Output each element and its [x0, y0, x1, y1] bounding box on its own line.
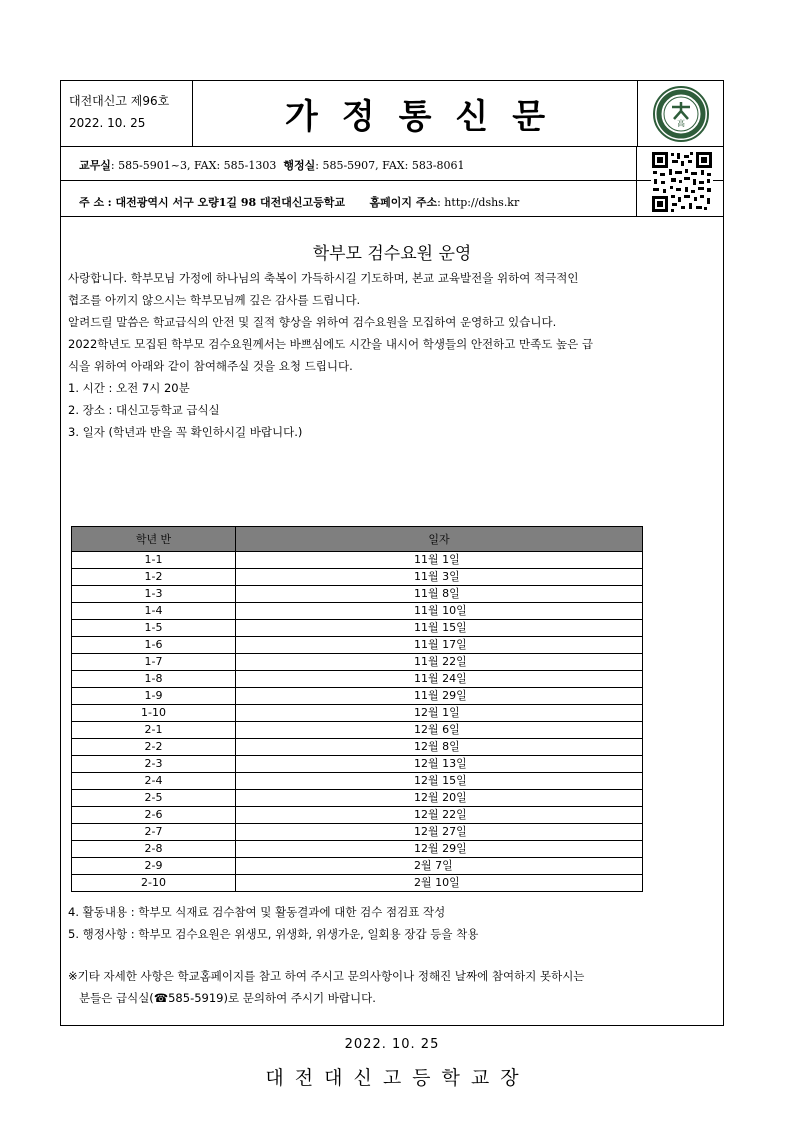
office-label: 교무실	[79, 159, 111, 172]
class-cell: 1-3	[72, 586, 236, 603]
class-cell: 2-10	[72, 875, 236, 892]
item-date: 3. 일자 (학년과 반을 꼭 확인하시길 바랍니다.)	[68, 425, 303, 439]
date-cell: 11월 17일	[236, 637, 643, 654]
schedule-table	[71, 526, 643, 892]
table-row	[72, 841, 643, 858]
class-cell: 1-4	[72, 603, 236, 620]
date-cell: 11월 10일	[236, 603, 643, 620]
note-line-1: ※기타 자세한 사항은 학교홈페이지를 참고 하여 주시고 문의사항이나 정해진 날짜에 참여하지 못하시는	[68, 969, 585, 983]
class-cell: 1-5	[72, 620, 236, 637]
class-cell: 2-6	[72, 807, 236, 824]
item-activity: 4. 활동내용 : 학부모 식재료 검수참여 및 활동결과에 대한 검수 점검표 작성	[68, 905, 446, 919]
date-cell: 2월 10일	[236, 875, 643, 892]
qr-code-icon[interactable]	[651, 151, 713, 213]
class-cell: 1-2	[72, 569, 236, 586]
office-phone: : 585-5901~3, FAX: 585-1303	[110, 159, 277, 172]
column-header-class: 학년 반	[72, 527, 236, 552]
date-cell: 12월 15일	[236, 773, 643, 790]
table-row	[72, 858, 643, 875]
homepage-link[interactable]: : http://dshs.kr	[437, 196, 520, 209]
school-logo	[637, 81, 723, 146]
school-emblem-icon	[652, 85, 710, 143]
table-row	[72, 569, 643, 586]
header-row	[61, 81, 723, 147]
date-cell: 12월 22일	[236, 807, 643, 824]
date-cell: 11월 15일	[236, 620, 643, 637]
issue-date: 2022. 10. 25	[69, 116, 146, 130]
class-cell: 2-9	[72, 858, 236, 875]
date-cell: 12월 8일	[236, 739, 643, 756]
class-cell: 1-6	[72, 637, 236, 654]
issue-number: 대전대신고 제96호	[69, 94, 170, 108]
date-cell: 12월 27일	[236, 824, 643, 841]
table-row	[72, 722, 643, 739]
address-label: 주 소	[79, 196, 105, 209]
emblem-text: 高	[676, 118, 685, 128]
detail-items	[68, 901, 718, 945]
note-line-2: 분들은 급식실(☎585-5919)로 문의하여 주시기 바랍니다.	[79, 991, 376, 1005]
class-cell: 2-4	[72, 773, 236, 790]
class-cell: 1-9	[72, 688, 236, 705]
table-row	[72, 637, 643, 654]
table-row	[72, 824, 643, 841]
table-row	[72, 620, 643, 637]
date-cell: 11월 3일	[236, 569, 643, 586]
date-cell: 11월 1일	[236, 552, 643, 569]
address-row	[61, 181, 723, 217]
intro-line-1: 사랑합니다. 학부모님 가정에 하나님의 축복이 가득하시길 기도하며, 본교 교육발전을 위하여 적극적인	[68, 271, 579, 285]
class-cell: 1-7	[72, 654, 236, 671]
date-cell: 11월 8일	[236, 586, 643, 603]
table-row	[72, 875, 643, 892]
issue-info	[61, 81, 193, 146]
contact-row	[61, 147, 723, 181]
address-value: : 대전광역시 서구 오량1길 98 대전대신고등학교	[107, 196, 346, 209]
class-cell: 2-7	[72, 824, 236, 841]
class-cell: 1-1	[72, 552, 236, 569]
table-row	[72, 688, 643, 705]
address-info	[61, 181, 637, 216]
page-title: 가정통신문	[284, 97, 570, 137]
date-cell: 12월 6일	[236, 722, 643, 739]
intro-line-2: 협조를 아끼지 않으시는 학부모님께 깊은 감사를 드립니다.	[68, 293, 361, 307]
class-cell: 2-2	[72, 739, 236, 756]
notice-paragraph: 알려드릴 말씀은 학교급식의 안전 및 질적 향상을 위하여 검수요원을 모집하여 운영하고 있습니다.	[68, 315, 557, 329]
class-cell: 2-5	[72, 790, 236, 807]
class-cell: 1-10	[72, 705, 236, 722]
date-cell: 2월 7일	[236, 858, 643, 875]
issue-date-footer: 2022. 10. 25	[344, 1037, 440, 1052]
schedule-header-row	[72, 527, 643, 552]
admin-label: 행정실	[283, 159, 316, 172]
table-row	[72, 671, 643, 688]
table-row	[72, 603, 643, 620]
note-paragraph	[68, 965, 718, 1009]
class-cell: 2-3	[72, 756, 236, 773]
date-cell: 12월 20일	[236, 790, 643, 807]
table-row	[72, 756, 643, 773]
table-row	[72, 586, 643, 603]
table-row	[72, 790, 643, 807]
date-cell: 11월 22일	[236, 654, 643, 671]
homepage-label: 홈페이지 주소	[369, 196, 438, 209]
principal-signature: 대전대신고등학교장	[265, 1067, 530, 1089]
class-cell: 2-8	[72, 841, 236, 858]
request-line-1: 2022학년도 모집된 학부모 검수요원께서는 바쁘심에도 시간을 내시어 학생들의 안전하고 만족도 높은 급	[68, 337, 593, 351]
contact-info	[61, 147, 637, 180]
table-row	[72, 807, 643, 824]
table-row	[72, 739, 643, 756]
date-cell: 11월 24일	[236, 671, 643, 688]
item-time: 1. 시간 : 오전 7시 20분	[68, 381, 190, 395]
class-cell: 2-1	[72, 722, 236, 739]
date-cell: 11월 29일	[236, 688, 643, 705]
date-cell: 12월 29일	[236, 841, 643, 858]
item-place: 2. 장소 : 대신고등학교 급식실	[68, 403, 220, 417]
item-admin: 5. 행정사항 : 학부모 검수요원은 위생모, 위생화, 위생가운, 일회용 장갑 등을 착용	[68, 927, 479, 941]
intro-paragraph	[68, 267, 718, 443]
date-cell: 12월 1일	[236, 705, 643, 722]
class-cell: 1-8	[72, 671, 236, 688]
table-row	[72, 705, 643, 722]
request-line-2: 식을 위하여 아래와 같이 참여해주실 것을 요청 드립니다.	[68, 359, 353, 373]
document-frame	[60, 80, 724, 1089]
admin-phone: : 585-5907, FAX: 583-8061	[315, 159, 465, 172]
table-row	[72, 654, 643, 671]
document-title: 학부모 검수요원 운영	[312, 244, 472, 264]
column-header-date: 일자	[236, 527, 643, 552]
date-cell: 12월 13일	[236, 756, 643, 773]
table-row	[72, 773, 643, 790]
table-row	[72, 552, 643, 569]
